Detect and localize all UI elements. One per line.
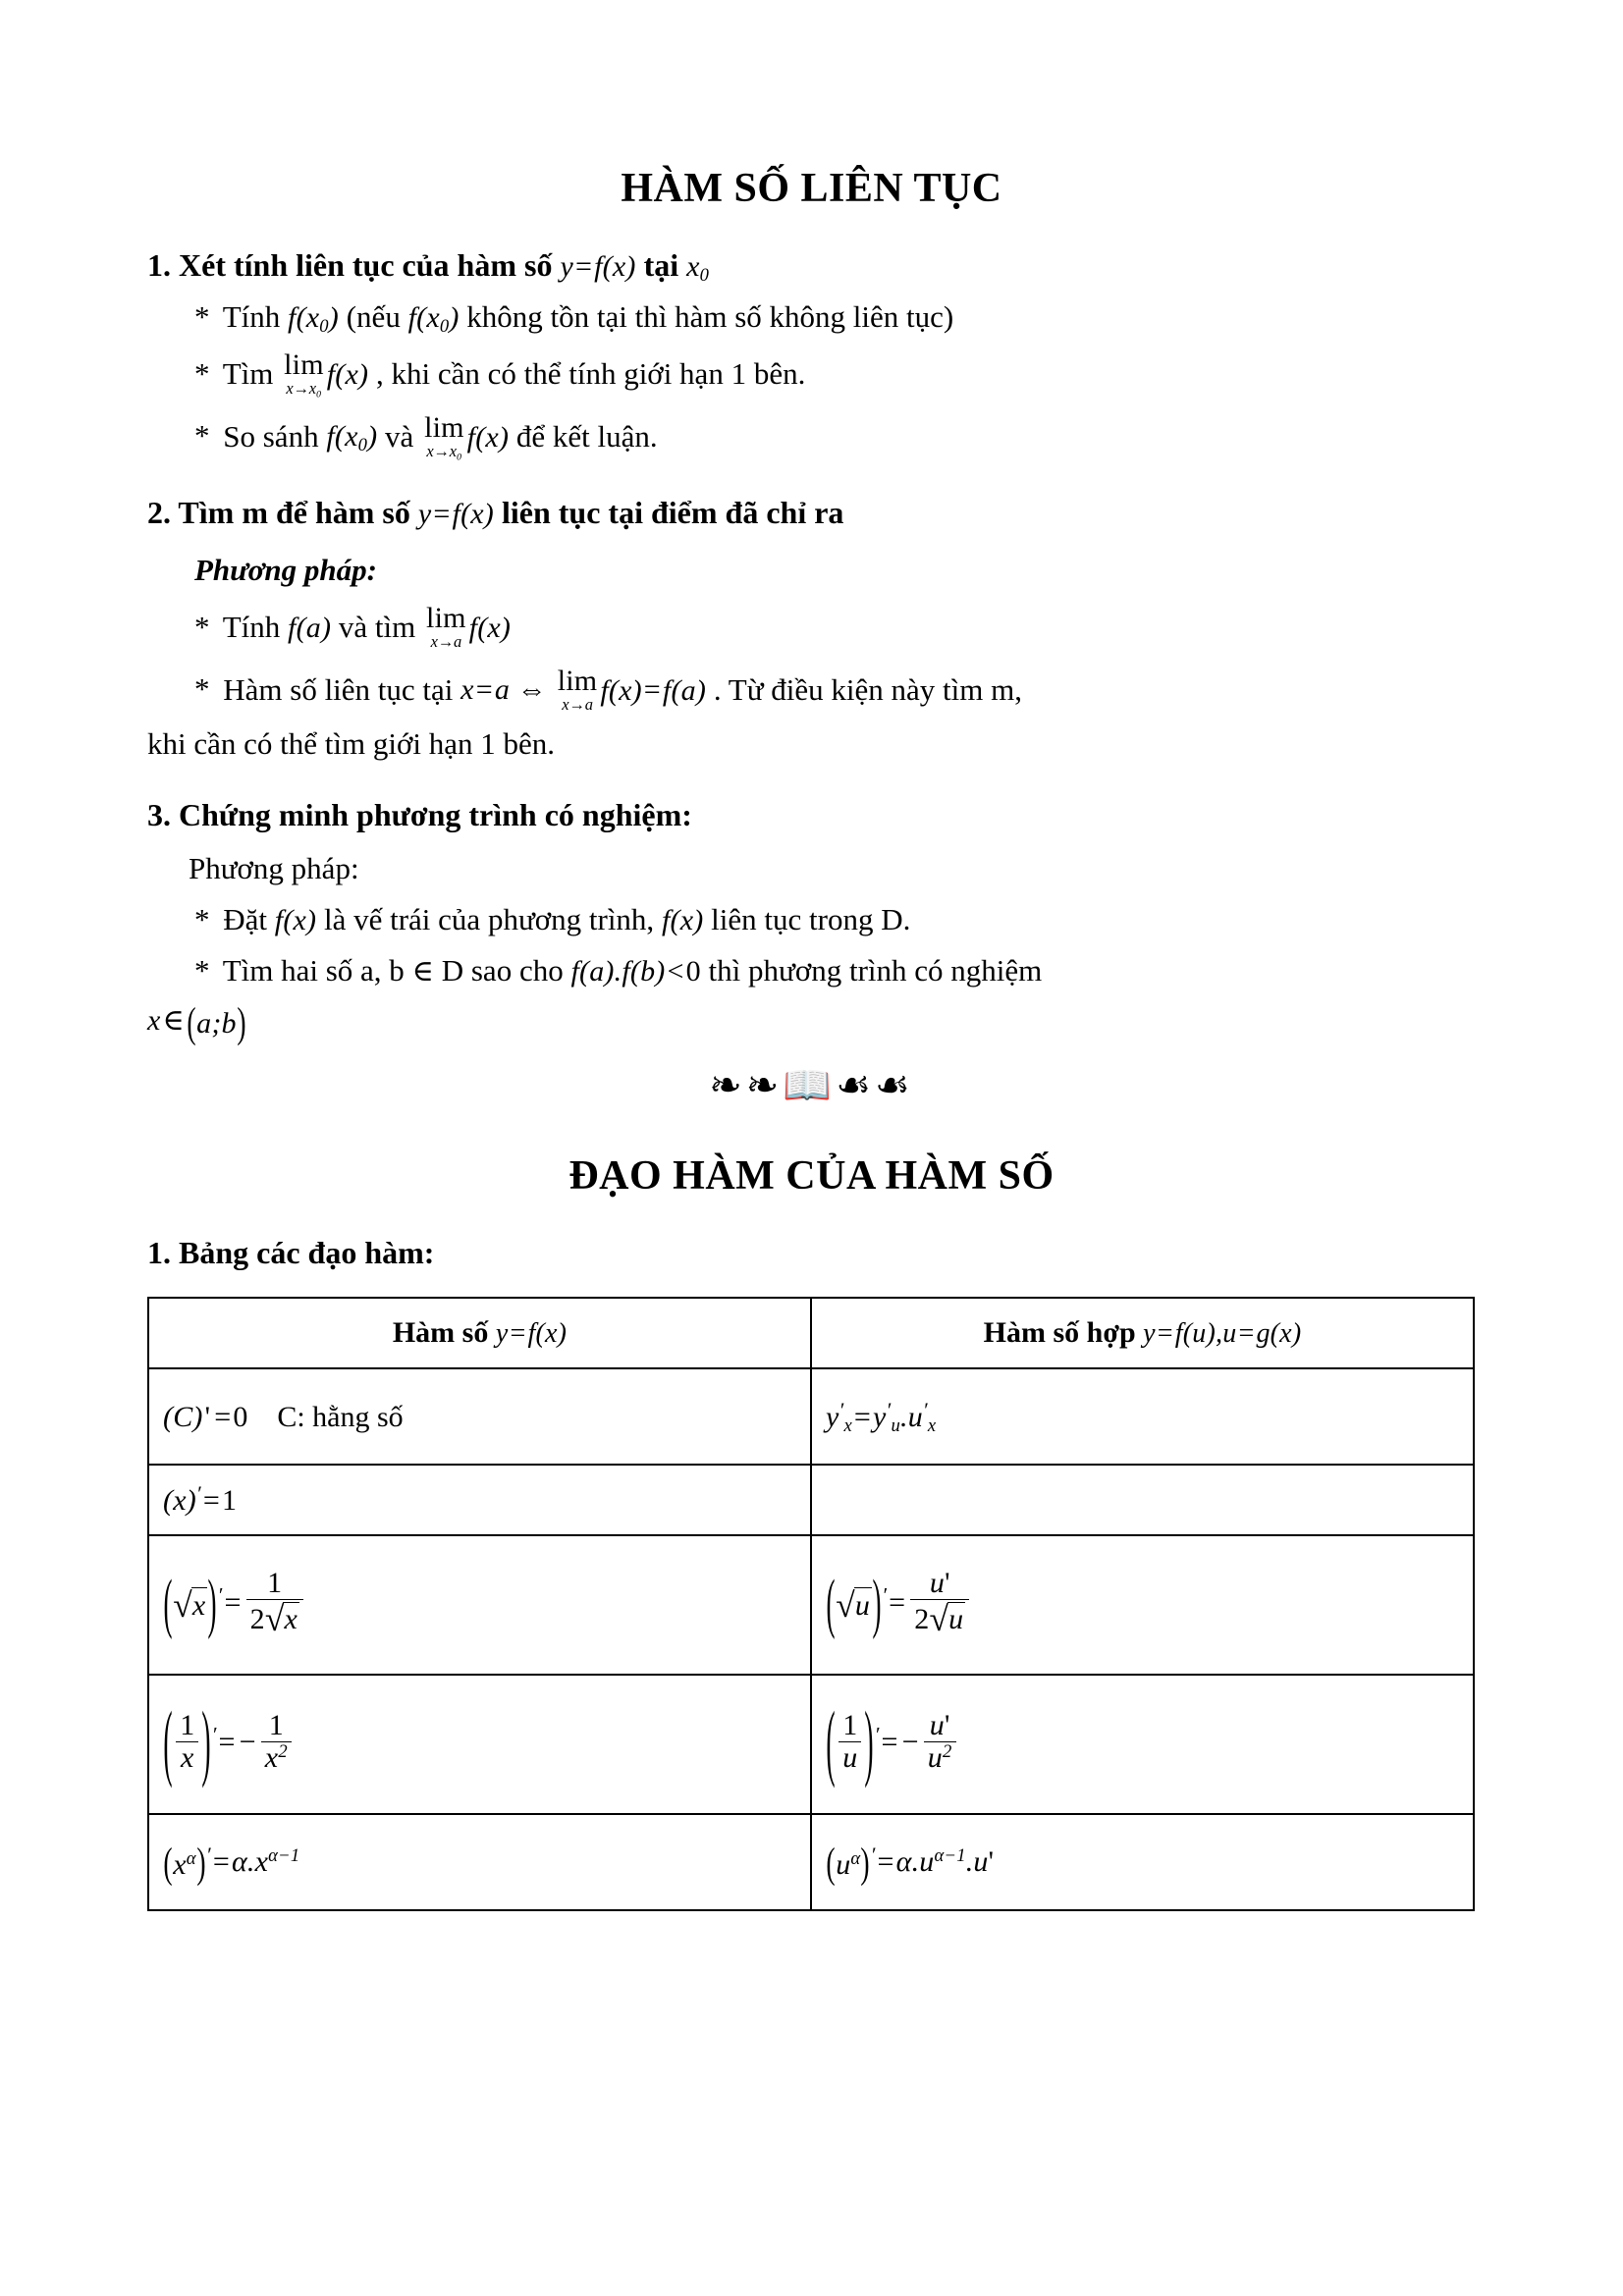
math-lim-x-to-a-f-x: lim x→a f(x)	[426, 602, 512, 651]
math-lim-f-x-a: lim x→x₀ f(x)	[284, 348, 369, 398]
bullet-set: D sao cho	[441, 953, 564, 988]
bullet-tail: để kết luận.	[515, 418, 658, 454]
cell-sqrt-rule-basic	[148, 1535, 811, 1675]
bullet-lead: So sánh	[223, 418, 319, 454]
sqrt-parens-x: (√x)	[163, 1567, 218, 1640]
bullet-lead: Đặt	[223, 902, 268, 936]
header-col2-math: y=f(u),u=g(x)	[1143, 1318, 1302, 1350]
section-3-heading: 3. Chứng minh phương trình có nghiệm:	[147, 797, 692, 832]
cell-identity-rule-composite-empty	[811, 1465, 1474, 1535]
section-2-method-label: Phương pháp:	[194, 553, 377, 587]
limit-op-label: lim	[424, 410, 464, 444]
cell-power-rule-basic	[148, 1814, 811, 1910]
section-2-heading-tail: liên tục tại điểm đã chỉ ra	[501, 495, 844, 530]
open-book-icon: 📖	[783, 1063, 837, 1109]
math-sqrt-derivative-composite: (√u)′= $\frac{u'}{2√u}$	[826, 1570, 972, 1640]
bullet-lead: Tính	[222, 299, 281, 334]
math-f-x-d: f(x)	[274, 904, 317, 936]
table-row	[148, 1535, 1474, 1675]
section-2-heading-text: 2. Tìm m để hàm số	[147, 495, 410, 530]
fraction-uprime-over-two-sqrt-u: $\frac{u'}{2√u}$	[910, 1568, 969, 1638]
section-2-bullet-1	[147, 604, 1476, 651]
cell-chain-rule	[811, 1368, 1474, 1465]
math-f-x0-b: $f(x_0)$	[407, 301, 460, 338]
limit-subscript: x→x₀	[286, 379, 322, 398]
math-chain-rule: $y'_x=y'_u.u'_x$	[826, 1398, 937, 1437]
bullet-tail: liên tục trong D.	[711, 902, 911, 936]
section-2-continuation: khi cần có thể tìm giới hạn 1 bên.	[147, 726, 555, 761]
math-reciprocal-derivative-basic: ( $\frac{1}{x}$ )′= − $\frac{1}{x^2}$	[163, 1712, 295, 1777]
bullet-lead: Tìm hai số a, b	[222, 953, 405, 988]
table-row	[148, 1814, 1474, 1910]
derivatives-table	[147, 1297, 1475, 1911]
math-f-x0-a: $f(x_0)$	[288, 301, 339, 338]
section-1-heading-point: $x_0$	[686, 250, 710, 287]
math-power-derivative-composite: $(u^\alpha)'=\alpha.u^{\alpha-1}.u'$	[826, 1840, 995, 1888]
table-row	[148, 1675, 1474, 1814]
section-1-heading	[147, 247, 1476, 287]
bullet-tail: không tồn tại thì hàm số không liên tục)	[466, 299, 954, 334]
limit-subscript: x→a	[562, 694, 593, 714]
bullet-tail: , khi cần có thể tính giới hạn 1 bên.	[375, 355, 806, 391]
math-identity-derivative: (x)′=1	[163, 1481, 238, 1518]
flourish-left-icon: ❧❧	[709, 1063, 784, 1109]
section-1-bullet-2	[147, 350, 1476, 398]
iff-symbol: ⇔	[516, 673, 547, 707]
table-row	[148, 1465, 1474, 1535]
bullet-lead: Tìm	[222, 355, 274, 391]
bullet-lead: Tính	[222, 609, 281, 644]
bullet-mid: và	[385, 418, 414, 454]
bullet-lead: Hàm số liên tục tại	[223, 671, 454, 707]
table-header-composite-functions	[811, 1298, 1474, 1368]
cell-reciprocal-rule-basic	[148, 1675, 811, 1814]
limit-operator	[284, 350, 324, 398]
bullet-star: *	[194, 355, 210, 391]
math-constant-derivative: (C)' =0	[163, 1401, 248, 1434]
limit-subscript: x→x₀	[426, 441, 462, 460]
bullet-star: *	[194, 902, 210, 936]
element-of-icon: ∈	[411, 955, 434, 988]
bullet-star: *	[194, 299, 210, 334]
power-parens-u: $(u^\alpha)$	[826, 1840, 871, 1888]
section-1-heading-tail: tại	[643, 247, 679, 283]
math-f-x-e: f(x)	[661, 904, 704, 936]
bullet-mid: và tìm	[338, 609, 416, 644]
table-header-basic-functions	[148, 1298, 811, 1368]
bullet-mid: (nếu	[346, 299, 401, 334]
limit-op-label: lim	[284, 348, 324, 381]
bullet-tail: thì phương trình có nghiệm	[708, 953, 1043, 988]
bullet-star: *	[194, 418, 210, 454]
header-col2-label: Hàm số hợp	[983, 1316, 1136, 1350]
page-title-dao-ham-cua-ham-so: ĐẠO HÀM CỦA HÀM SỐ	[568, 1153, 1055, 1200]
fraction-one-over-two-sqrt-x: $\frac{1}{2√x}$	[246, 1568, 303, 1638]
math-lim-f-x-b: lim x→x₀ f(x)	[424, 410, 510, 460]
bullet-tail: . Từ điều kiện này tìm m,	[713, 671, 1022, 707]
limit-operator	[557, 664, 598, 714]
bullet-mid: là vế trái của phương trình,	[323, 902, 655, 936]
header-col1-label: Hàm số	[392, 1316, 489, 1350]
cell-power-rule-composite	[811, 1814, 1474, 1910]
power-parens-x: $(x^\alpha)$	[163, 1840, 206, 1888]
math-f-x0-c: $f(x_0)$	[326, 420, 378, 456]
math-sqrt-derivative-basic: (√x)′= $\frac{1}{2√x}$	[163, 1570, 306, 1640]
section-1-bullet-1	[147, 299, 1476, 338]
limit-operator	[426, 604, 466, 651]
math-power-derivative-basic: $(x^\alpha)'=\alpha.x^{\alpha-1}$	[163, 1840, 300, 1888]
math-lim-equals-f-a: lim x→a f(x)=f(a)	[557, 664, 707, 714]
section-2-heading	[147, 495, 1476, 531]
math-reciprocal-derivative-composite: ( $\frac{1}{u}$ )′= − $\frac{u'}{u^2}$	[826, 1712, 959, 1777]
math-x-equals-a: x=a	[460, 673, 511, 707]
page-title-ham-so-lien-tuc: HÀM SỐ LIÊN TỤC	[621, 166, 1002, 211]
section-1-heading-text: 1. Xét tính liên tục của hàm số	[147, 247, 553, 283]
ornament-divider	[147, 1063, 1476, 1109]
section-1-heading-math: y=f(x)	[560, 250, 636, 283]
section-2-bullet-2	[147, 664, 1476, 714]
reciprocal-parens-x: ( $\frac{1}{x}$ )	[163, 1695, 212, 1789]
reciprocal-parens-u: ( $\frac{1}{u}$ )	[826, 1695, 875, 1789]
fraction-uprime-over-u-squared: $\frac{u'}{u^2}$	[924, 1710, 956, 1775]
fraction-one-over-x-squared: $\frac{1}{x^2}$	[261, 1710, 292, 1775]
section-3-bullet-2	[147, 953, 1476, 988]
sqrt-parens-u: (√u)	[826, 1567, 882, 1640]
section-2-heading-math: y=f(x)	[417, 498, 494, 530]
math-x-in-interval: x∈(a;b)	[147, 998, 246, 1046]
bullet-star: *	[194, 953, 210, 988]
header-col1-math: y=f(x)	[495, 1318, 568, 1350]
section-3-method-label: Phương pháp:	[189, 851, 359, 885]
cell-constant-note: C: hằng số	[277, 1401, 404, 1434]
section-4-heading: 1. Bảng các đạo hàm:	[147, 1235, 435, 1271]
limit-op-label: lim	[557, 664, 598, 697]
section-1-bullet-3	[147, 410, 1476, 460]
fraction-one-over-x: $\frac{1}{x}$	[176, 1710, 198, 1775]
bullet-star: *	[194, 671, 210, 707]
section-3-conclusion	[147, 998, 1476, 1046]
math-f-a: f(a)	[288, 611, 332, 644]
bullet-star: *	[194, 609, 210, 644]
cell-sqrt-rule-composite	[811, 1535, 1474, 1675]
interval-parens: (a;b)	[187, 998, 246, 1046]
cell-reciprocal-rule-composite	[811, 1675, 1474, 1814]
table-header-row	[148, 1298, 1474, 1368]
flourish-right-icon: ☙☙	[836, 1063, 914, 1109]
limit-op-label: lim	[426, 602, 466, 634]
cell-identity-rule-basic	[148, 1465, 811, 1535]
cell-constant-rule-basic	[148, 1368, 811, 1465]
fraction-one-over-u: $\frac{1}{u}$	[839, 1710, 861, 1775]
section-3-bullet-1	[147, 902, 1476, 937]
math-fa-fb-lt-zero: f(a).f(b)<0	[570, 955, 701, 988]
limit-subscript: x→a	[430, 632, 462, 651]
limit-operator	[424, 410, 464, 460]
table-row	[148, 1368, 1474, 1465]
